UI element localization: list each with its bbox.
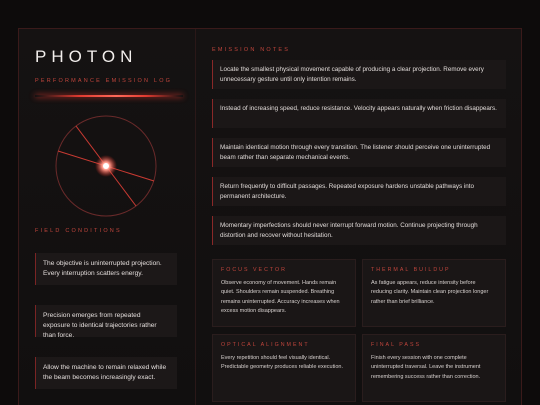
dial-core — [103, 163, 109, 169]
condition-card-3: Allow the machine to remain relaxed while the beam becomes increasingly exact. — [35, 357, 177, 389]
panel-body: Observe economy of movement. Hands remain quiet. Shoulders remain suspended. Breathing remains uninterrupted. Accuracy increases when excess motion disappears. — [221, 280, 340, 314]
panel-body: Finish every session with one complete uninterrupted traversal. Leave the instrument remembering success rather than correction. — [371, 355, 481, 380]
emission-note-4: Return frequently to difficult passages. Repeated exposure hardens unstable pathways into permanent architecture. — [212, 177, 506, 206]
panel-focus-vector — [212, 259, 356, 327]
page-title: PHOTON — [35, 47, 138, 66]
panel-title: FOCUS VECTOR — [221, 267, 287, 273]
emission-dial-icon — [49, 109, 163, 223]
panel-optical-alignment — [212, 334, 356, 402]
condition-card-1: The objective is uninterrupted projection. Every interruption scatters energy. — [35, 253, 177, 285]
emission-note-5: Momentary imperfections should never interrupt forward motion. Continue projecting through distortion and recover without hesitation. — [212, 216, 506, 245]
emission-note-3: Maintain identical motion through every transition. The listener should perceive one uninterrupted beam rather than separate mechanical events. — [212, 138, 506, 167]
panel-title: THERMAL BUILDUP — [371, 267, 451, 273]
condition-card-2: Precision emerges from repeated exposure to identical trajectories rather than force. — [35, 305, 177, 337]
app-frame — [18, 28, 522, 405]
field-conditions-label: FIELD CONDITIONS — [35, 228, 122, 234]
panel-body: Every repetition should feel visually identical. Predictable geometry produces reliable execution. — [221, 355, 343, 371]
panel-title: FINAL PASS — [371, 342, 422, 348]
panel-thermal-buildup — [362, 259, 506, 327]
left-column — [19, 29, 196, 405]
emission-note-1: Locate the smallest physical movement capable of producing a clear projection. Remove every unnecessary gesture until only intention remains. — [212, 60, 506, 89]
beam-divider — [35, 95, 183, 97]
emission-notes-label: EMISSION NOTES — [212, 47, 291, 53]
emission-note-2: Instead of increasing speed, reduce resistance. Velocity appears naturally when friction disappears. — [212, 99, 506, 128]
page-subtitle: PERFORMANCE EMISSION LOG — [35, 78, 173, 84]
panel-title: OPTICAL ALIGNMENT — [221, 342, 310, 348]
panel-final-pass — [362, 334, 506, 402]
panel-body: As fatigue appears, reduce intensity before reducing clarity. Maintain clean projection longer rather than brief brilliance. — [371, 280, 489, 305]
